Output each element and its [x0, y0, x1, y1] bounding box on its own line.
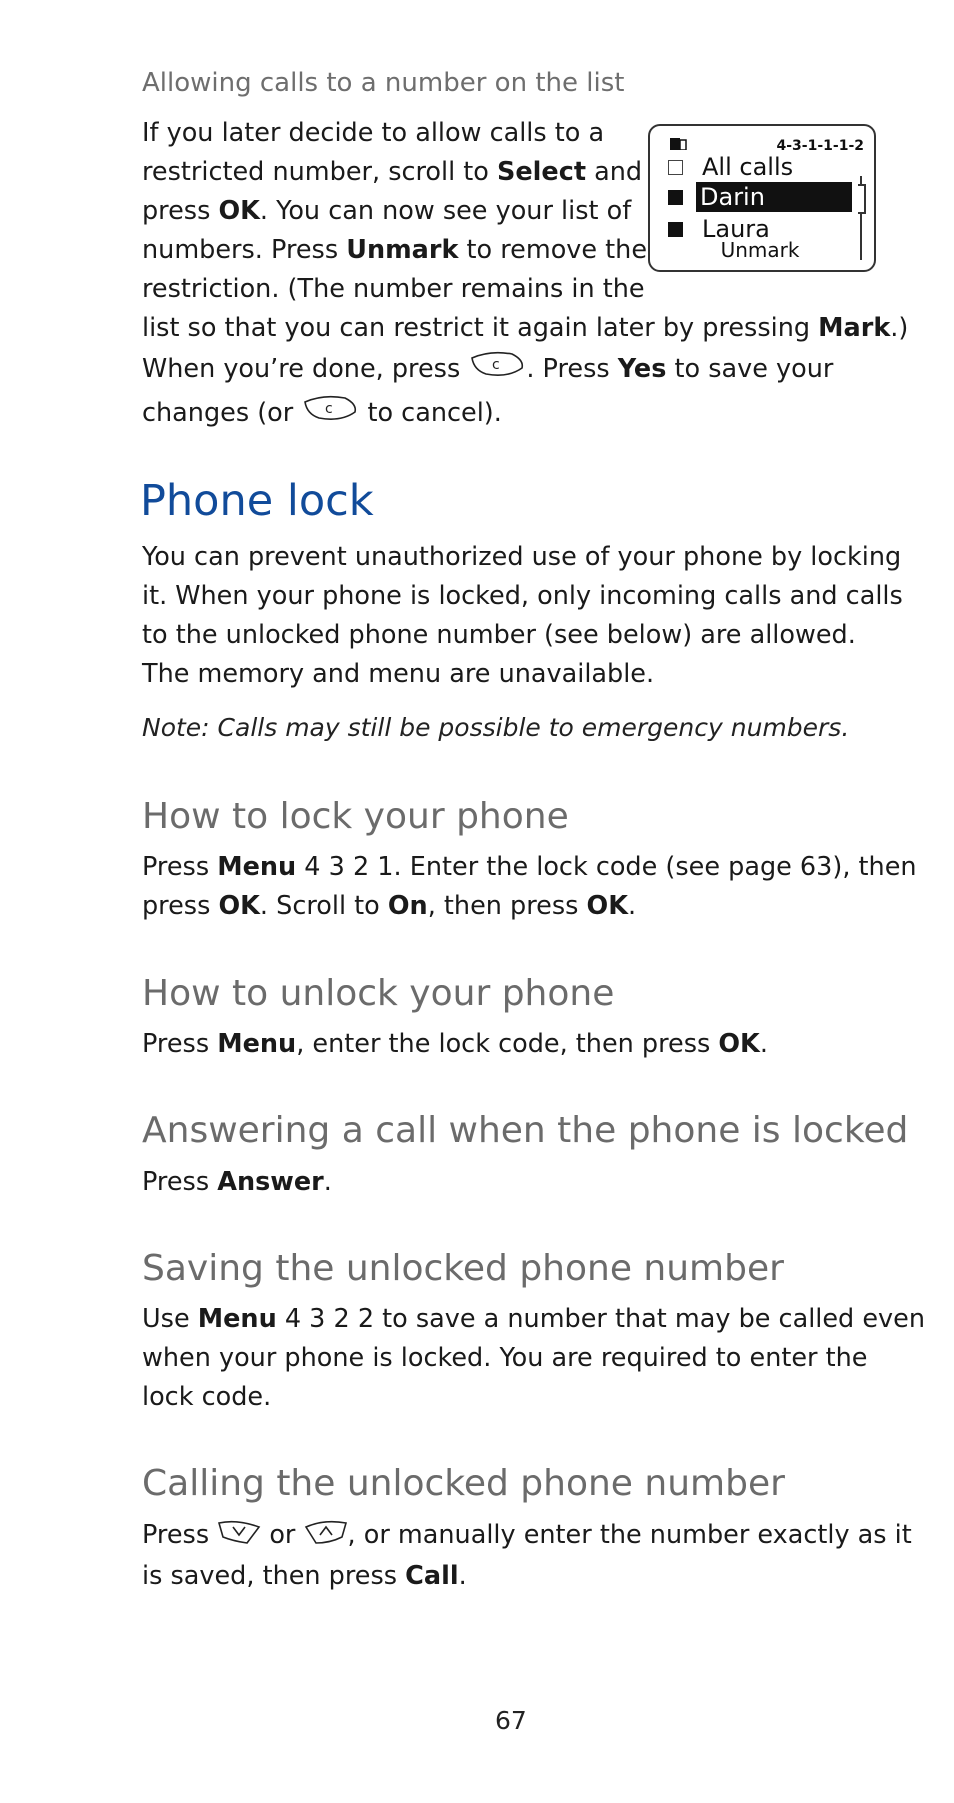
note-emergency: Note: Calls may still be possible to emergency numbers. — [142, 713, 850, 742]
allow-line-7: When you’re done, press c . Press Yes to save your — [142, 348, 908, 392]
calling-paragraph — [142, 1515, 912, 1596]
unlock-line-1: Press Menu, enter the lock code, then press OK. — [142, 1029, 768, 1059]
c-key-icon — [301, 392, 359, 436]
answer-paragraph — [142, 1163, 332, 1202]
lock-line-1: Press Menu 4 3 2 1. Enter the lock code (see page 63), then — [142, 852, 917, 882]
checkbox-filled-icon — [668, 190, 683, 205]
heading-answering-call: Answering a call when the phone is locked — [142, 1110, 909, 1151]
phone-lock-line: You can prevent unauthorized use of your phone by locking — [142, 542, 902, 572]
phone-item-label: Laura — [702, 215, 770, 243]
subheading-allowing-calls: Allowing calls to a number on the list — [142, 68, 625, 98]
phone-lock-line: it. When your phone is locked, only incoming calls and calls — [142, 581, 903, 611]
allow-line-5: restriction. (The number remains in the — [142, 274, 645, 304]
calling-line-2: is saved, then press Call. — [142, 1561, 467, 1591]
calling-line-1: Press or , or manually enter the number exactly as it — [142, 1515, 912, 1557]
lock-paragraph — [142, 848, 917, 926]
battery-icon — [670, 138, 688, 150]
allow-line-2: restricted number, scroll to Select and — [142, 157, 643, 187]
allow-line-1: If you later decide to allow calls to a — [142, 118, 605, 148]
scroll-down-key-icon — [217, 1515, 261, 1557]
page-number: 67 — [495, 1706, 527, 1735]
allow-line-4: numbers. Press Unmark to remove the — [142, 235, 648, 265]
section-title-phone-lock: Phone lock — [140, 476, 374, 526]
allow-line-3: press OK. You can now see your list of — [142, 196, 632, 226]
scrollbar-thumb — [858, 184, 866, 214]
phone-lock-paragraph — [142, 538, 903, 694]
svg-text:c: c — [325, 401, 334, 417]
checkbox-filled-icon — [668, 222, 683, 237]
heading-how-to-lock: How to lock your phone — [142, 796, 569, 837]
unlock-paragraph — [142, 1025, 768, 1064]
phone-item-label: Darin — [696, 182, 852, 212]
saving-paragraph — [142, 1300, 925, 1417]
saving-line-1: Use Menu 4 3 2 2 to save a number that may be called even — [142, 1304, 925, 1334]
saving-line-3: lock code. — [142, 1382, 272, 1412]
heading-saving-number: Saving the unlocked phone number — [142, 1248, 784, 1289]
phone-lock-line: to the unlocked phone number (see below) are allowed. — [142, 620, 856, 650]
svg-text:c: c — [492, 357, 501, 373]
answer-line-1: Press Answer. — [142, 1167, 332, 1197]
allow-line-8: changes (or c to cancel). — [142, 392, 908, 436]
phone-lock-line: The memory and menu are unavailable. — [142, 659, 655, 689]
menu-path: 4-3-1-1-1-2 — [776, 138, 864, 154]
phone-list-item-selected — [668, 182, 853, 212]
scroll-up-key-icon — [304, 1515, 348, 1557]
c-key-icon — [468, 348, 526, 392]
phone-item-label: All calls — [702, 153, 794, 181]
softkey-label: Unmark — [720, 238, 800, 262]
checkbox-empty-icon — [668, 160, 683, 175]
heading-calling-number: Calling the unlocked phone number — [142, 1463, 785, 1504]
allow-line-6: list so that you can restrict it again later by pressing Mark.) — [142, 313, 909, 343]
phone-display — [648, 124, 876, 272]
heading-how-to-unlock: How to unlock your phone — [142, 973, 615, 1014]
saving-line-2: when your phone is locked. You are required to enter the — [142, 1343, 868, 1373]
lock-line-2: press OK. Scroll to On, then press OK. — [142, 891, 637, 921]
phone-list-item — [668, 152, 853, 182]
